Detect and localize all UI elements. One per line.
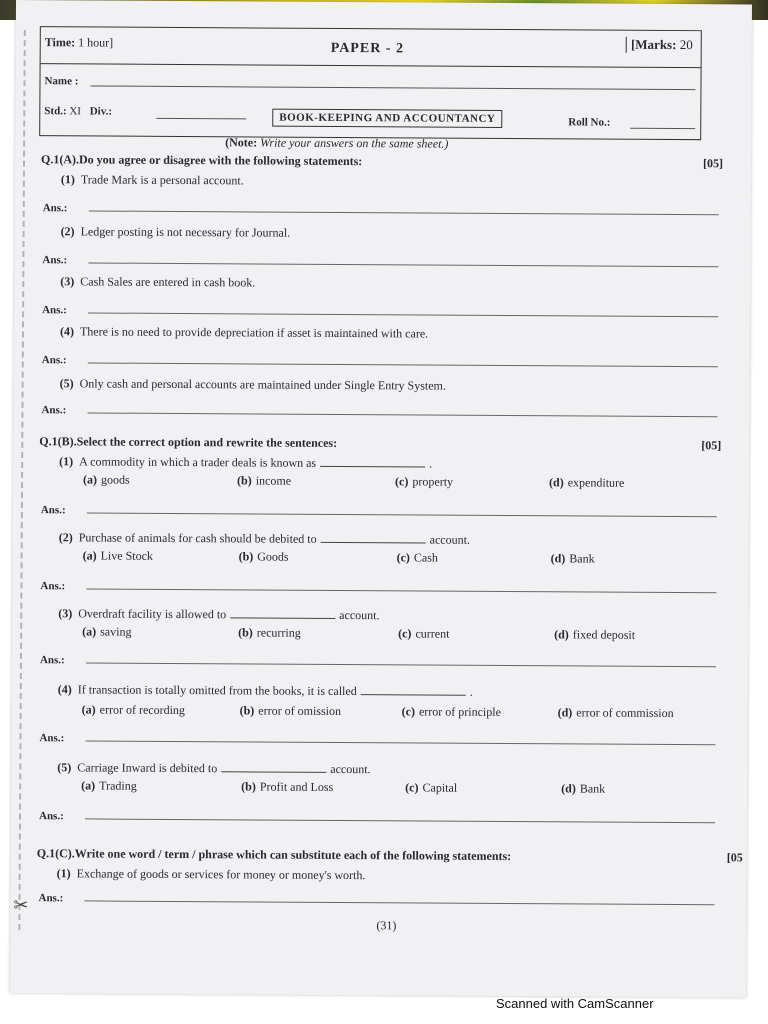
time-value: 1 hour] (78, 35, 114, 50)
q1c-marks: [05 (726, 850, 743, 865)
q1a-item (60, 376, 446, 393)
item-text: Purchase of animals for cash should be debited to (78, 530, 317, 546)
q1b-item (58, 606, 379, 623)
item-text: Exchange of goods or services for money or money's worth. (76, 866, 366, 883)
header-box (39, 26, 702, 140)
option: (a) error of recording (81, 702, 186, 718)
answer-line (86, 588, 716, 593)
q1c-title: Q.1(C).Write one word / term / phrase which can substitute each of the following statements: (36, 846, 512, 864)
std-label: Std.: (44, 105, 67, 118)
item-text: A commodity in which a trader deals is known as (79, 454, 317, 470)
item-number: (3) (60, 274, 75, 289)
q1a-item (61, 172, 244, 188)
option: (c) current (398, 626, 450, 641)
q1a-title: Q.1(A).Do you agree or disagree with the following statements: (40, 152, 363, 169)
item-text: There is no need to provide depreciation if asset is maintained with care. (79, 324, 429, 341)
item-number: (5) (57, 760, 72, 775)
blank (320, 456, 425, 468)
q1b-item (58, 682, 473, 700)
option: (d) Bank (561, 781, 606, 796)
answer-line (85, 818, 715, 823)
option: (b) income (237, 473, 292, 488)
q1c-item (57, 866, 366, 883)
ans-label: Ans.: (38, 892, 64, 905)
item-text-end: account. (330, 761, 371, 777)
note (225, 135, 448, 151)
ans-label: Ans.: (40, 580, 66, 593)
ans-label: Ans.: (42, 304, 67, 317)
marks-field (626, 37, 693, 53)
item-number: (5) (59, 376, 74, 391)
item-number: (2) (58, 530, 73, 545)
ans-label: Ans.: (38, 810, 64, 823)
page-number: (31) (376, 918, 397, 933)
blank (321, 532, 426, 544)
name-line (90, 85, 695, 90)
item-number: (2) (60, 224, 75, 239)
item-text-end: . (469, 684, 473, 699)
name-label: Name : (44, 75, 79, 88)
marks-value: 20 (679, 37, 693, 53)
note-text: Write your answers on the same sheet.) (260, 135, 449, 151)
answer-line (88, 312, 718, 317)
item-text: Overdraft facility is allowed to (78, 606, 227, 622)
roll-label: Roll No.: (568, 116, 611, 129)
answer-line (89, 210, 719, 215)
option: (a) saving (82, 624, 132, 639)
ans-label: Ans.: (39, 732, 65, 745)
roll-line (630, 128, 695, 129)
ans-label: Ans.: (39, 654, 65, 667)
option: (b) error of omission (239, 703, 342, 718)
ans-label: Ans.: (40, 504, 66, 517)
answer-line (86, 662, 716, 667)
ans-label: Ans.: (41, 404, 67, 417)
q1b-item (59, 454, 432, 471)
q1b-item (57, 760, 370, 777)
ans-label: Ans.: (41, 354, 67, 367)
option: (b) Profit and Loss (241, 779, 334, 794)
option: (c) property (395, 474, 454, 489)
std-value: XI (69, 105, 82, 118)
header-top-row (41, 27, 701, 68)
ans-label: Ans.: (42, 202, 68, 215)
option: (c) Cash (396, 550, 438, 565)
option: (c) error of principle (401, 704, 501, 719)
option: (d) error of commission (557, 705, 674, 721)
marks-label: [Marks: (630, 36, 677, 53)
item-text: If transaction is totally omitted from the books, it is called (77, 682, 357, 699)
div-label: Div.: (89, 105, 113, 118)
q1a-item (61, 224, 291, 240)
item-text: Cash Sales are entered in cash book. (80, 274, 256, 290)
time-label: Time: (44, 35, 76, 50)
answer-line (87, 512, 717, 517)
div-line (156, 118, 246, 120)
item-number: (1) (59, 454, 74, 469)
time-field (45, 35, 114, 50)
answer-line (87, 412, 717, 417)
item-text-end: . (429, 456, 433, 471)
answer-line (88, 362, 718, 367)
option: (b) recurring (238, 625, 301, 640)
item-text: Trade Mark is a personal account. (80, 172, 244, 188)
margin-line (18, 30, 33, 930)
q1b-marks: [05] (701, 438, 722, 453)
item-text-end: account. (339, 607, 380, 623)
option: (a) Live Stock (82, 548, 153, 563)
note-label: (Note: (225, 135, 258, 150)
paper-title: PAPER - 2 (330, 40, 405, 57)
q1a-item (60, 324, 428, 341)
option: (d) Bank (550, 551, 595, 566)
answer-line (84, 900, 714, 905)
item-number: (3) (58, 606, 73, 621)
item-text: Carriage Inward is debited to (77, 760, 218, 776)
q1b-item (59, 530, 470, 548)
item-text: Only cash and personal accounts are maintained under Single Entry System. (79, 376, 446, 393)
option: (c) Capital (405, 780, 458, 795)
item-number: (4) (59, 324, 75, 339)
q1a-item (60, 274, 255, 290)
blank (361, 684, 466, 696)
answer-line (85, 740, 715, 745)
q1a-marks: [05] (702, 156, 724, 171)
subject-title: BOOK-KEEPING AND ACCOUNTANCY (272, 109, 502, 128)
q1b-title: Q.1(B).Select the correct option and rewrite the sentences: (39, 434, 338, 450)
blank (221, 761, 326, 773)
option: (b) Goods (238, 549, 289, 564)
answer-line (88, 262, 718, 267)
item-number: (4) (57, 682, 72, 697)
item-text: Ledger posting is not necessary for Journal. (80, 224, 291, 240)
std-field (44, 105, 112, 117)
item-number: (1) (60, 172, 75, 187)
option: (d) fixed deposit (554, 627, 636, 642)
ans-label: Ans.: (42, 254, 68, 267)
blank (230, 607, 335, 619)
scissors-icon: ✂ (13, 895, 29, 916)
scanner-credit: Scanned with CamScanner (496, 996, 654, 1011)
option: (a) Trading (81, 778, 137, 793)
item-number: (1) (56, 866, 71, 881)
item-text-end: account. (429, 532, 471, 547)
option: (d) expenditure (549, 475, 625, 490)
exam-sheet (10, 0, 752, 997)
option: (a) goods (83, 472, 130, 487)
